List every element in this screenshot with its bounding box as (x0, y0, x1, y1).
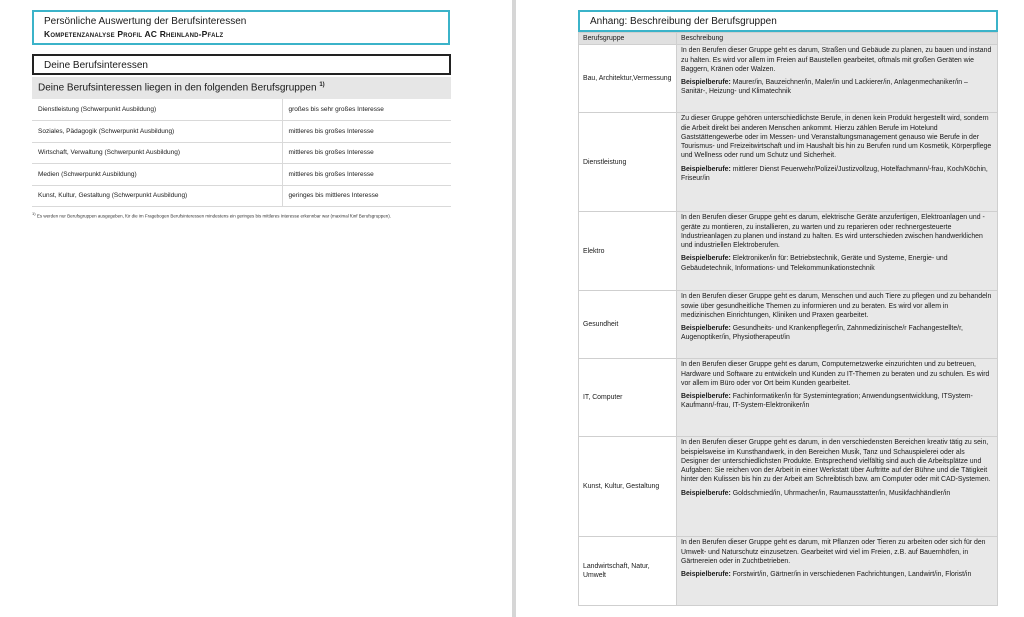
description-text: In den Berufen dieser Gruppe geht es darum, Menschen und auch Tiere zu pflegen und zu behandeln sowie über gesundheitliche Themen zu informieren und zu beraten. Es wird vor allem in medizinischen Einrichtungen, Kliniken und Praxen gearbeitet. (681, 293, 992, 319)
interest-cell: mittleres bis großes Interesse (282, 121, 451, 143)
description-cell (677, 537, 998, 606)
group-cell: Bau, Architektur,Vermessung (579, 45, 677, 113)
report-title-box (32, 10, 450, 45)
examples-text: Forstwirt/in, Gärtner/in in verschiedenen Fachrichtungen, Landwirt/in, Florist/in (732, 571, 972, 579)
table-row (32, 121, 451, 143)
footnote (32, 211, 452, 220)
examples-label: Beispielberufe: (681, 79, 731, 87)
examples-label: Beispielberufe: (681, 393, 731, 401)
description-cell (677, 359, 998, 437)
examples-label: Beispielberufe: (681, 165, 731, 173)
page-2 (516, 0, 1024, 617)
description-cell (677, 113, 998, 212)
examples-text: Goldschmied/in, Uhrmacher/in, Raumausstatter/in, Musikfachhändler/in (732, 489, 951, 497)
description-cell (677, 45, 998, 113)
examples-text: mittlerer Dienst Feuerwehr/Polizei/Justizvollzug, Hotelfachmann/-frau, Koch/Köchin, Friseur/in (681, 165, 988, 183)
examples-text: Elektroniker/in für: Betriebstechnik, Geräte und Systeme, Energie- und Gebäudetechnik, Informations- und Telekommunikationstechnik (681, 255, 948, 272)
interest-cell: mittleres bis großes Interesse (282, 164, 451, 186)
footnote-mark: 1) (32, 211, 36, 216)
appendix-title: Anhang: Beschreibung der Berufsgruppen (578, 10, 998, 32)
report-title: Persönliche Auswertung der Berufsinteressen (44, 16, 247, 27)
description-table (578, 32, 998, 606)
description-cell (677, 212, 998, 291)
group-cell: Kunst, Kultur, Gestaltung (579, 437, 677, 537)
footnote-text: Es werden nur Berufsgruppen ausgegeben, für die im Fragebogen Berufsinteressen mindestens ein geringes bis mittleres Interesse erkennbar war (maximal fünf Berufsgruppen). (36, 213, 392, 219)
examples-text: Maurer/in, Bauzeichner/in, Maler/in und Lackierer/in, Anlagenmechaniker/in – Sanitär-, Heizung- und Klimatechnik (681, 79, 968, 96)
examples-line (681, 165, 993, 184)
examples-label: Beispielberufe: (681, 489, 731, 497)
description-cell (677, 291, 998, 359)
description-cell (677, 437, 998, 537)
description-text: In den Berufen dieser Gruppe geht es darum, mit Pflanzen oder Tieren zu arbeiten oder sich für den Umwelt- und Naturschutz einzusetzen. Gearbeitet wird viel im Freien, z.B. auf Bauernhöfen, in Gärtnereien oder in Zuchtbetrieben. (681, 539, 986, 565)
table-row (32, 99, 451, 121)
description-text: In den Berufen dieser Gruppe geht es darum, in den verschiedensten Bereichen kreativ tätig zu sein, beispielsweise im Kunsthandwerk, in den Bereichen Musik, Tanz und Schauspielerei oder als Designer der unterschiedlichsten Produkte. Entsprechend vielfältig sind auch die Arbeitsplätze und Aufgaben: Sie reichen von der Arbeit in einer Werkstatt über Auftritte auf der Bühne und die Tätigkeit hinter den Kulissen bis hin zu der Arbeit am Schreibtisch bzw. am Computer oder mit CAD-Systemen. (681, 439, 991, 484)
examples-line (681, 78, 993, 97)
group-cell: Dienstleistung (Schwerpunkt Ausbildung) (32, 99, 282, 121)
report-subtitle: Kompetenzanalyse Profil AC Rheinland-Pfalz (44, 29, 224, 39)
interest-table (32, 77, 451, 207)
table-row (32, 142, 451, 164)
interest-table-heading (32, 77, 451, 99)
interest-table-heading-text: Deine Berufsinteressen liegen in den folgenden Berufsgruppen (38, 82, 317, 94)
interest-cell: geringes bis mittleres Interesse (282, 185, 451, 207)
examples-line (681, 570, 993, 579)
table-row (579, 113, 998, 212)
column-header-description: Beschreibung (677, 33, 998, 45)
table-row (579, 291, 998, 359)
group-cell: Kunst, Kultur, Gestaltung (Schwerpunkt Ausbildung) (32, 185, 282, 207)
table-row (579, 45, 998, 113)
description-text: Zu dieser Gruppe gehören unterschiedlichste Berufe, in denen kein Produkt hergestellt wird, sondern die Arbeit direkt bei anderen Menschen ankommt. Hierzu zählen Berufe im Hotelund Gaststättengewerbe oder im Messen- und Veranstaltungsmanagement genauso wie Berufe in der Tourismus- und Freizeitwirtschaft und im Haushalt bis hin zu Berufen rund um Kosmetik, Körperpflege und Wellness oder rund um Schutz und Sicherheit. (681, 115, 992, 160)
group-cell: Soziales, Pädagogik (Schwerpunkt Ausbildung) (32, 121, 282, 143)
examples-label: Beispielberufe: (681, 571, 731, 579)
group-cell: Elektro (579, 212, 677, 291)
examples-line (681, 489, 993, 498)
section-title: Deine Berufsinteressen (32, 54, 451, 75)
examples-line (681, 254, 993, 273)
group-cell: Landwirtschaft, Natur, Umwelt (579, 537, 677, 606)
table-row (579, 212, 998, 291)
examples-label: Beispielberufe: (681, 325, 731, 333)
interest-cell: mittleres bis großes Interesse (282, 142, 451, 164)
column-header-group: Berufsgruppe (579, 33, 677, 45)
group-cell: IT, Computer (579, 359, 677, 437)
examples-label: Beispielberufe: (681, 255, 731, 263)
table-row (579, 359, 998, 437)
interest-cell: großes bis sehr großes Interesse (282, 99, 451, 121)
examples-line (681, 324, 993, 343)
description-text: In den Berufen dieser Gruppe geht es darum, elektrische Geräte anzufertigen, Elektroanlagen und -geräte zu montieren, zu installieren, zu warten und zu reparieren oder rechnergesteuerte Industrieanlagen zu planen und instand zu halten. Es wird unterschieden zwischen handwerklichen und industriellen Elektroberufen. (681, 214, 985, 250)
description-text: In den Berufen dieser Gruppe geht es darum, Straßen und Gebäude zu planen, zu bauen und instand zu halten. Es wird vor allem im Freien auf Baustellen gearbeitet, oftmals mit großen Geräten wie Baggern, Kränen oder Walzen. (681, 47, 992, 73)
description-text: In den Berufen dieser Gruppe geht es darum, Computernetzwerke einzurichten und zu betreuen, Hardware und Software zu entwickeln und Kunden zu IT-Themen zu beraten und zu schulen. Es wird vor allem im Büro oder vor Ort beim Kunden gearbeitet. (681, 361, 990, 387)
group-cell: Medien (Schwerpunkt Ausbildung) (32, 164, 282, 186)
examples-line (681, 392, 993, 411)
table-row (579, 437, 998, 537)
group-cell: Gesundheit (579, 291, 677, 359)
table-row (579, 537, 998, 606)
examples-text: Gesundheits- und Krankenpfleger/in, Zahnmedizinische/r Fachangestellte/r, Augenoptiker/in, Physiotherapeut/in (681, 325, 963, 342)
heading-footnote-mark: 1) (319, 82, 325, 89)
group-cell: Wirtschaft, Verwaltung (Schwerpunkt Ausbildung) (32, 142, 282, 164)
group-cell: Dienstleistung (579, 113, 677, 212)
table-row (32, 185, 451, 207)
examples-text: Fachinformatiker/in für Systemintegration; Anwendungsentwicklung, ITSystem-Kaufmann/-frau, IT-System-Elektroniker/in (681, 393, 973, 410)
table-row (32, 164, 451, 186)
